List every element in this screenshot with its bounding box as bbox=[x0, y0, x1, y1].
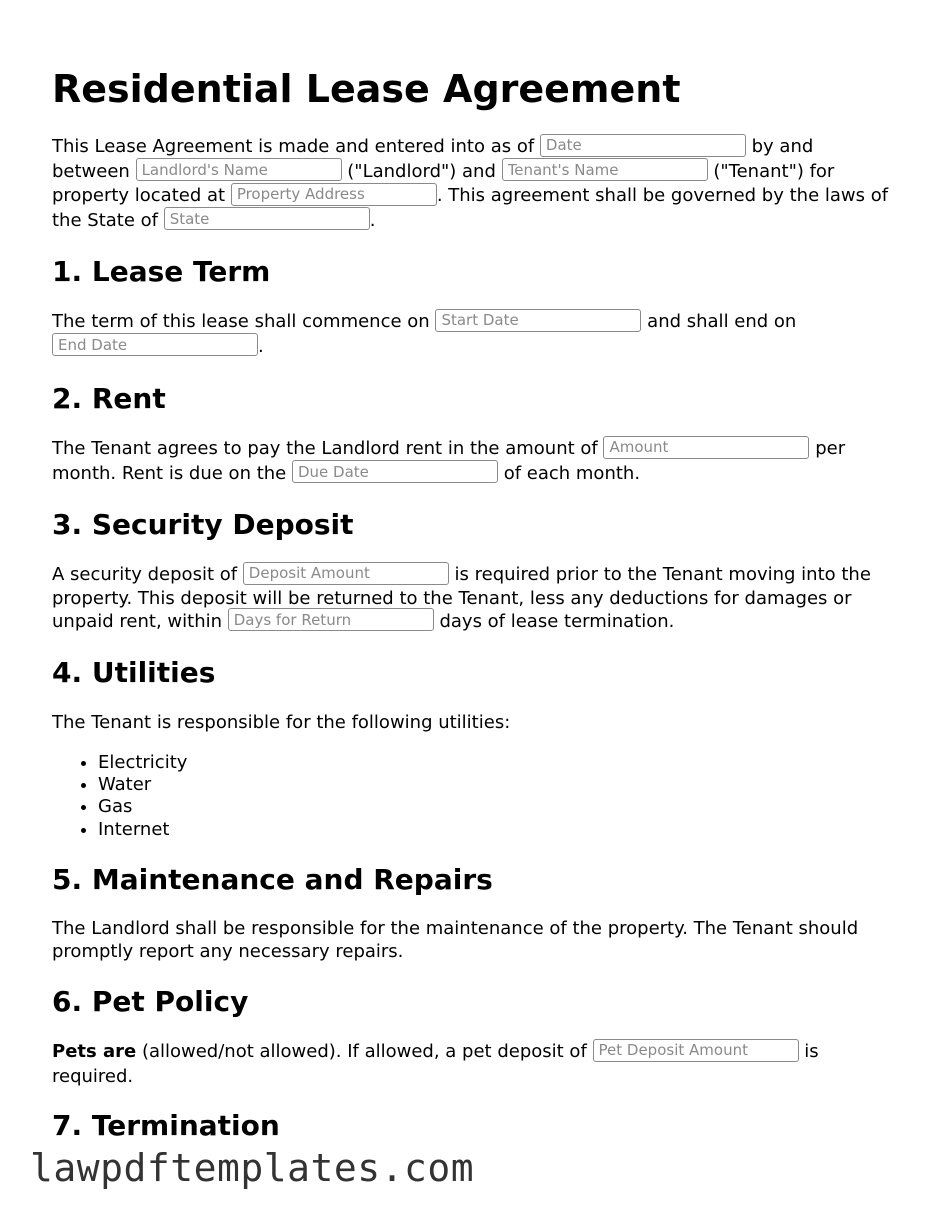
days-for-return-field[interactable] bbox=[228, 608, 434, 631]
intro-text-5: . This agreement shall be governed by the laws of the State of bbox=[52, 185, 889, 231]
section-heading-maintenance: 5. Maintenance and Repairs bbox=[52, 863, 493, 896]
section-heading-utilities: 4. Utilities bbox=[52, 656, 216, 689]
lease-term-paragraph bbox=[52, 310, 892, 359]
deposit-text-1: A security deposit of bbox=[52, 564, 243, 585]
lease-term-text-2: and shall end on bbox=[641, 311, 797, 332]
list-item: • Internet bbox=[98, 819, 187, 841]
property-address-field[interactable] bbox=[231, 183, 437, 206]
list-item: • Electricity bbox=[98, 752, 187, 774]
rent-text-2: per month. Rent is due on the bbox=[52, 438, 846, 484]
intro-text-2: by and between bbox=[52, 136, 814, 182]
list-item: • Gas bbox=[98, 796, 187, 818]
rent-paragraph bbox=[52, 437, 892, 486]
utilities-list bbox=[52, 752, 187, 841]
tenant-name-field[interactable] bbox=[502, 158, 708, 181]
deposit-paragraph bbox=[52, 563, 892, 633]
rent-text-3: of each month. bbox=[497, 462, 641, 484]
intro-text-4: ("Tenant") for property located at bbox=[52, 160, 835, 206]
section-heading-termination: 7. Termination bbox=[52, 1109, 280, 1142]
pets-text-2: is required. bbox=[52, 1041, 819, 1087]
intro-text-3: ("Landlord") and bbox=[341, 160, 502, 182]
pets-text-1: (allowed/not allowed). If allowed, a pet deposit of bbox=[136, 1041, 593, 1062]
due-date-field[interactable] bbox=[292, 460, 498, 483]
landlord-name-field[interactable] bbox=[136, 158, 342, 181]
section-heading-pet-policy: 6. Pet Policy bbox=[52, 985, 249, 1018]
watermark: lawpdftemplates.com bbox=[30, 1146, 475, 1190]
page-title: Residential Lease Agreement bbox=[52, 67, 681, 111]
end-date-field[interactable] bbox=[52, 333, 258, 356]
list-item: • Water bbox=[98, 774, 187, 796]
state-field[interactable] bbox=[164, 207, 370, 230]
section-heading-security-deposit: 3. Security Deposit bbox=[52, 508, 354, 541]
intro-text-6: . bbox=[369, 209, 376, 231]
pet-policy-paragraph bbox=[52, 1040, 892, 1089]
intro-text-1: This Lease Agreement is made and entered into as of bbox=[52, 136, 540, 157]
maintenance-paragraph: The Landlord shall be responsible for the maintenance of the property. The Tenant should promptly report any necessary repairs. bbox=[52, 918, 859, 962]
utilities-intro: The Tenant is responsible for the following utilities: bbox=[52, 712, 511, 733]
deposit-text-3: days of lease termination. bbox=[433, 610, 675, 632]
intro-paragraph bbox=[52, 135, 892, 233]
rent-amount-field[interactable] bbox=[603, 436, 809, 459]
lease-term-text-1: The term of this lease shall commence on bbox=[52, 311, 436, 332]
rent-text-1: The Tenant agrees to pay the Landlord rent in the amount of bbox=[52, 438, 604, 459]
pet-deposit-field[interactable] bbox=[593, 1039, 799, 1062]
date-field[interactable] bbox=[540, 134, 746, 157]
lease-term-text-3: . bbox=[258, 335, 264, 357]
section-heading-lease-term: 1. Lease Term bbox=[52, 255, 271, 288]
deposit-text-2: is required prior to the Tenant moving into the property. This deposit will be returned to the Tenant, less any deductions for damages or unpaid rent, within bbox=[52, 564, 871, 632]
start-date-field[interactable] bbox=[435, 309, 641, 332]
pets-are-bold: Pets are bbox=[52, 1041, 137, 1062]
section-heading-rent: 2. Rent bbox=[52, 382, 166, 415]
deposit-amount-field[interactable] bbox=[243, 562, 449, 585]
